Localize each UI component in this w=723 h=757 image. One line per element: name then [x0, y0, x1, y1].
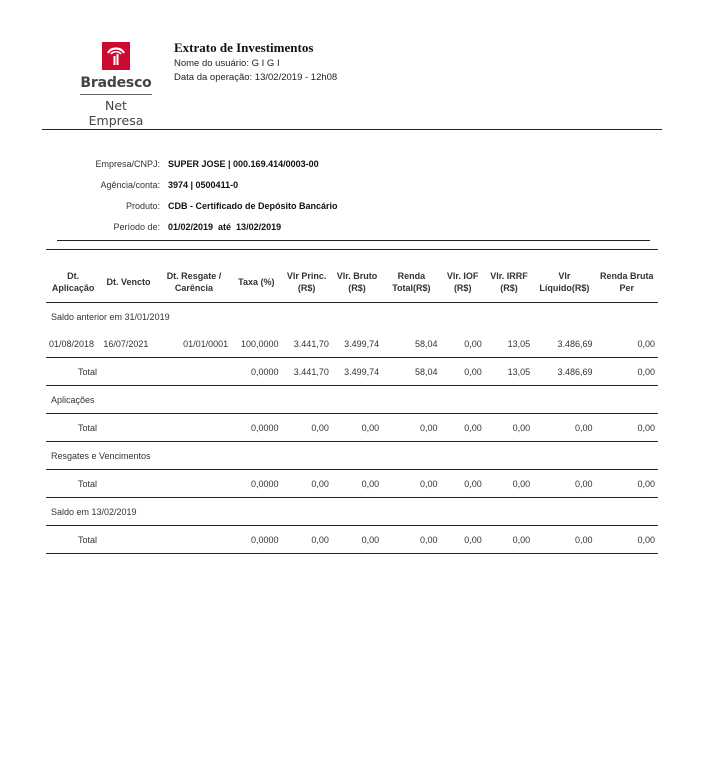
section-title: Saldo em 13/02/2019: [46, 498, 658, 526]
col-vlr-liquido: Vlr Líquido(R$): [533, 262, 595, 303]
col-vlr-princ: Vlr Princ. (R$): [282, 262, 332, 303]
col-dt-vencto: Dt. Vencto: [100, 262, 156, 303]
section-title: Saldo anterior em 31/01/2019: [51, 311, 170, 322]
total-row: Total 0,0000 3.441,70 3.499,74 58,04 0,00 13,05 3.486,69 0,00: [46, 358, 658, 386]
operation-date: Data da operação: 13/02/2019 - 12h08: [174, 72, 338, 83]
info-company: Empresa/CNPJ: SUPER JOSE | 000.169.414/0003-00: [95, 158, 319, 169]
page-title: Extrato de Investimentos: [174, 40, 314, 55]
info-product: Produto: CDB - Certificado de Depósito Bancário: [125, 200, 338, 211]
col-dt-resgate: Dt. Resgate / Carência: [157, 262, 231, 303]
total-row: Total 0,0000 0,00 0,00 0,00 0,00 0,00 0,00 0,00: [46, 414, 658, 442]
col-dt-aplicacao: Dt. Aplicação: [46, 262, 100, 303]
info-divider: [57, 240, 650, 241]
table-top-divider: [46, 249, 658, 250]
logo-divider: [80, 94, 152, 95]
table-header-row: [46, 262, 658, 303]
col-vlr-iof: Vlr. IOF (R$): [441, 262, 485, 303]
user-name: Nome do usuário: G I G I: [174, 58, 280, 69]
table-row: 01/08/2018 16/07/2021 01/01/0001 100,0000 3.441,70 3.499,74 58,04 0,00 13,05 3.486,69 0,00: [46, 330, 658, 358]
logo-brand: Bradesco: [80, 75, 152, 91]
total-row: Total 0,0000 0,00 0,00 0,00 0,00 0,00 0,00 0,00: [46, 470, 658, 498]
account-info: [60, 153, 338, 237]
total-row: Total 0,0000 0,00 0,00 0,00 0,00 0,00 0,00 0,00: [46, 526, 658, 554]
col-taxa: Taxa (%): [231, 262, 281, 303]
col-vlr-bruto: Vlr. Bruto (R$): [332, 262, 382, 303]
info-agency: Agência/conta: 3974 | 0500411-0: [100, 179, 239, 190]
bradesco-logo: [78, 42, 154, 128]
info-period: Período de: 01/02/2019 até 13/02/2019: [113, 221, 282, 232]
col-renda-bruta-per: Renda Bruta Per: [596, 262, 658, 303]
bradesco-tree-icon: [102, 42, 130, 70]
section-title: Aplicações: [46, 386, 658, 414]
section-title: Resgates e Vencimentos: [46, 442, 658, 470]
investments-table: [46, 262, 658, 554]
col-vlr-irrf: Vlr. IRRF (R$): [485, 262, 533, 303]
col-renda-total: Renda Total(R$): [382, 262, 440, 303]
logo-subtitle: Net Empresa: [88, 98, 144, 128]
header-divider: [42, 129, 662, 130]
